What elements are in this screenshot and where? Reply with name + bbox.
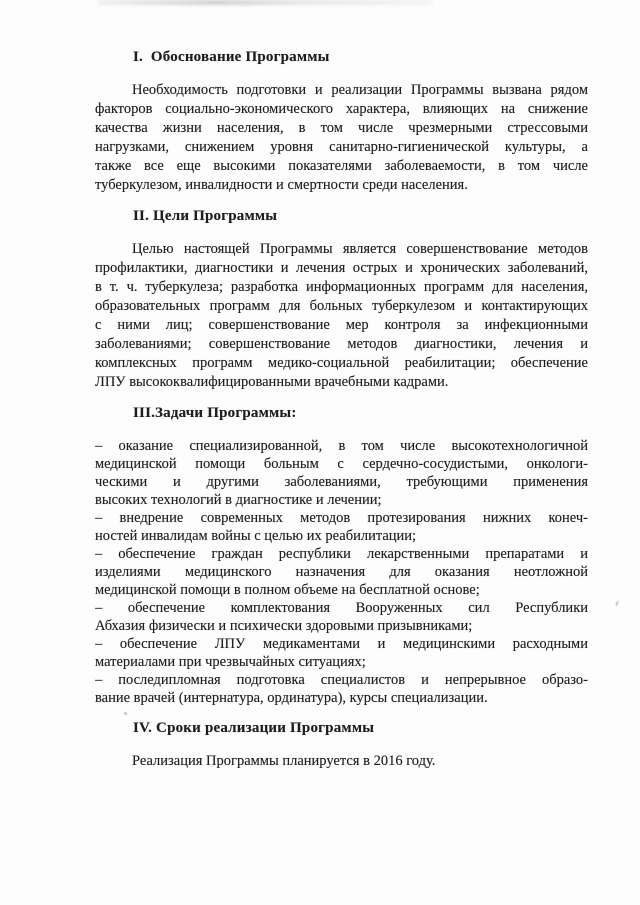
task-list-line: медицинской помощи больным с сердечно-сосудистыми, онкологи-: [95, 456, 588, 472]
paragraph-line: Реализация Программы планируется в 2016 году.: [132, 753, 436, 769]
section-heading-goals: II. Цели Программы: [133, 208, 278, 224]
section-body-goals: [95, 240, 588, 392]
task-list-line: ностей инвалидам войны с целью их реабилитации;: [95, 528, 417, 544]
paragraph-line: также все еще высокими показателями заболеваемости, в том числе: [95, 158, 588, 174]
paragraph-line: факторов социально-экономического характера, влияющих на снижение: [95, 101, 588, 117]
task-list-line: ческими и другими заболеваниями, требующими применения: [95, 474, 588, 490]
task-list-line: – обеспечение комплектования Вооруженных сил Республики: [95, 600, 588, 616]
scan-artifact-top: [98, 0, 433, 5]
section-heading-timeline: IV. Сроки реализации Программы: [133, 720, 375, 736]
paragraph-line: нагрузками, снижением уровня санитарно-гигиенической культуры, а: [95, 139, 588, 155]
task-list-line: вание врачей (интернатура, ординатура), курсы специализации.: [95, 690, 488, 706]
task-list-line: – внедрение современных методов протезирования нижних конеч-: [95, 510, 588, 526]
paragraph-line: комплексных программ медико-социальной реабилитации; обеспечение: [95, 355, 588, 371]
task-list-line: материалами при чрезвычайных ситуациях;: [95, 654, 366, 670]
paragraph-line: ЛПУ высококвалифицированными врачебными кадрами.: [95, 374, 449, 390]
section-body-timeline: [95, 752, 588, 771]
paragraph-line: образовательных программ для больных туберкулезом и контактирующих: [95, 298, 588, 314]
section-body-justification: [95, 81, 588, 195]
scan-speck: [615, 601, 619, 606]
section-body-tasks: [95, 437, 588, 707]
task-list-line: – обеспечение граждан республики лекарственными препаратами и: [95, 546, 588, 562]
section-heading-tasks: III.Задачи Программы:: [133, 405, 297, 421]
paragraph-line: качества жизни населения, в том числе чрезмерными стрессовыми: [95, 120, 588, 136]
task-list-line: – последипломная подготовка специалистов и непрерывное образо-: [95, 672, 588, 688]
section-timeline: [95, 719, 588, 771]
section-justification: [95, 48, 588, 195]
paragraph-line: заболеваниями; совершенствование методов диагностики, лечения и: [95, 336, 588, 352]
task-list-line: – оказание специализированной, в том числе высокотехнологичной: [95, 438, 588, 454]
task-list-line: изделиями медицинского назначения для оказания неотложной: [95, 564, 588, 580]
paragraph-line: профилактики, диагностики и лечения острых и хронических заболеваний,: [95, 260, 588, 276]
paragraph-line: в т. ч. туберкулеза; разработка информационных программ для населения,: [95, 279, 588, 295]
section-heading-justification: I. Обоснование Программы: [133, 49, 330, 65]
document-content: [95, 48, 588, 783]
task-list-line: Абхазия физически и психически здоровыми призывниками;: [95, 618, 473, 634]
task-list-line: – обеспечение ЛПУ медикаментами и медицинскими расходными: [95, 636, 588, 652]
task-list-line: высоких технологий в диагностике и лечении;: [95, 492, 382, 508]
section-tasks: [95, 404, 588, 707]
section-goals: [95, 207, 588, 392]
paragraph-line: с ними лиц; совершенствование мер контроля за инфекционными: [95, 317, 588, 333]
paragraph-line: Необходимость подготовки и реализации Программы вызвана рядом: [132, 82, 588, 98]
task-list-line: медицинской помощи в полном объеме на бесплатной основе;: [95, 582, 480, 598]
paragraph-line: туберкулезом, инвалидности и смертности среди населения.: [95, 177, 468, 193]
paragraph-line: Целью настоящей Программы является совершенствование методов: [132, 241, 588, 257]
